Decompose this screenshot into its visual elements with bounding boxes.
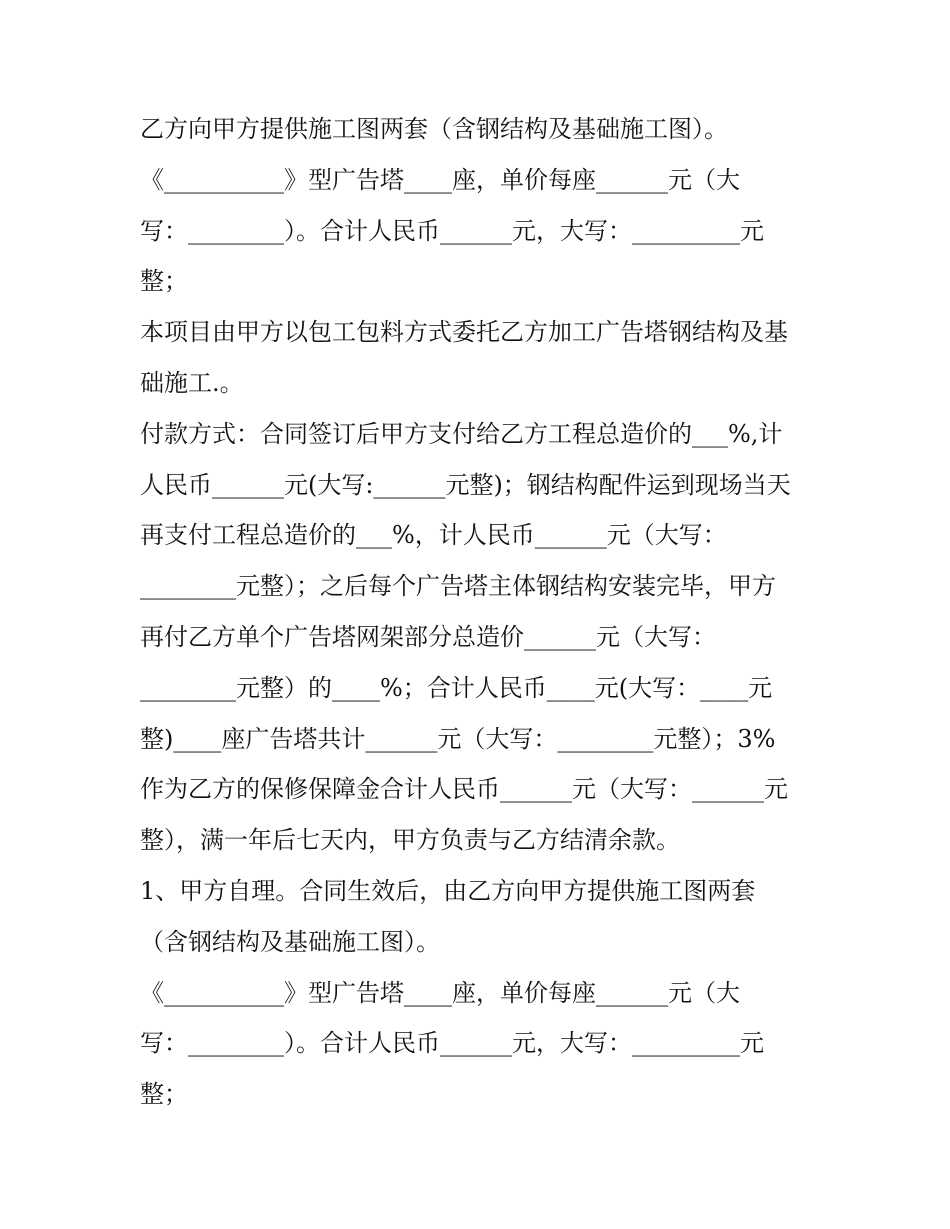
- text-line-15: 整），满一年后七天内，甲方负责与乙方结清余款。: [140, 826, 680, 855]
- text-line-9: 再支付工程总造价的___%，计人民币______元（大写：: [140, 521, 727, 550]
- text-line-12: ________元整）的____%；合计人民币____元(大写：____元: [140, 673, 773, 702]
- text-line-6: 础施工.。: [140, 368, 244, 397]
- text-line-2: 《__________》型广告塔____座，单价每座______元（大: [140, 165, 740, 194]
- text-line-1: 乙方向甲方提供施工图两套（含钢结构及基础施工图）。: [140, 115, 728, 143]
- text-line-11: 再付乙方单个广告塔网架部分总造价______元（大写：: [140, 622, 716, 651]
- text-line-10: ________元整）；之后每个广告塔主体钢结构安装完毕，甲方: [140, 572, 776, 601]
- text-line-16: 1、甲方自理。合同生效后，由乙方向甲方提供施工图两套: [140, 876, 756, 905]
- text-line-17: （含钢结构及基础施工图）。: [140, 927, 440, 956]
- text-line-8: 人民币______元(大写:______元整)；钢结构配件运到现场当天: [140, 470, 791, 499]
- text-line-19: 写：________）。合计人民币______元，大写：_________元: [140, 1029, 764, 1058]
- text-line-4: 整；: [140, 267, 188, 296]
- text-line-7: 付款方式：合同签订后甲方支付给乙方工程总造价的___%,计: [140, 419, 783, 448]
- text-line-13: 整)____座广告塔共计______元（大写：________元整）；3%: [140, 724, 776, 753]
- text-line-18: 《__________》型广告塔____座，单价每座______元（大: [140, 978, 740, 1007]
- text-line-5: 本项目由甲方以包工包料方式委托乙方加工广告塔钢结构及基: [140, 318, 788, 347]
- text-line-14: 作为乙方的保修保障金合计人民币______元（大写：______元: [140, 775, 788, 804]
- contract-body-text: [140, 104, 830, 1120]
- text-line-3: 写：________）。合计人民币______元，大写：_________元: [140, 216, 764, 245]
- text-line-20: 整；: [140, 1080, 188, 1109]
